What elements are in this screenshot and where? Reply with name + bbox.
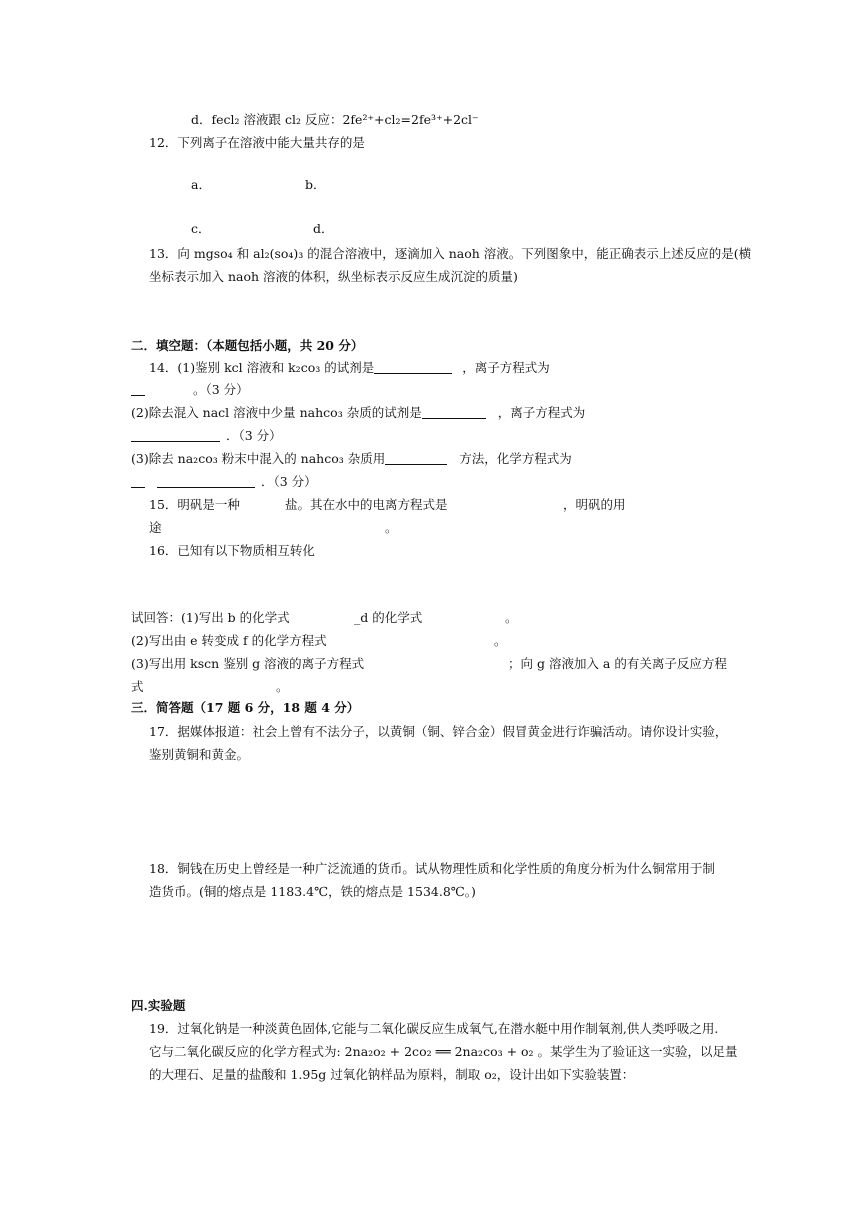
q16-question-1a: 试回答：(1)写出 b 的化学式 [131, 610, 290, 625]
q11-option-d: d．fecl₂ 溶液跟 cl₂ 反应：2fe²⁺+cl₂=2fe³⁺+2cl⁻ [191, 112, 479, 127]
q16-question-3b: ；向 g 溶液加入 a 的有关离子反应方程 [508, 656, 727, 671]
q14-part2-equation-label: ，离子方程式为 [497, 405, 586, 420]
q14-part2-label: (2)除去混入 nacl 溶液中少量 nahco₃ 杂质的试剂是 [131, 405, 422, 420]
q14-part3-continued [131, 474, 317, 490]
q15-text-d: 途 [149, 520, 162, 535]
q15-text-c: ，明矾的用 [563, 497, 626, 512]
q14-part2-continued [131, 428, 282, 444]
q15-text-b: 盐。其在水中的电离方程式是 [285, 497, 448, 512]
q14-part1-equation-label: ，离子方程式为 [462, 360, 550, 375]
q19-line-2: 它与二氧化碳反应的化学方程式为: 2na₂o₂ + 2co₂ ══ 2na₂co₃ + o₂ 。某学生为了验证这一实验，以足量 [149, 1044, 738, 1059]
q14-part3-label: (3)除去 na₂co₃ 粉末中混入的 nahco₃ 杂质用 [131, 451, 386, 466]
q16-question-2b: 。 [494, 633, 507, 648]
q16-stem: 16．已知有以下物质相互转化 [149, 543, 315, 558]
q18-line-1: 18．铜钱在历史上曾经是一种广泛流通的货币。试从物理性质和化学性质的角度分析为什么铜常用于制 [149, 861, 715, 876]
q16-question-4b: 。 [276, 679, 289, 694]
q15-text-e: 。 [385, 520, 398, 535]
q13-line-2: 坐标表示加入 naoh 溶液的体积，纵坐标表示反应生成沉淀的质量) [149, 269, 518, 284]
q14-part3-equation-label: 方法，化学方程式为 [459, 451, 572, 466]
q14-part2-score: ．（3 分） [225, 428, 282, 443]
q14-part1-continued [131, 382, 249, 398]
q16-question-4a: 式 [131, 679, 144, 694]
q19-line-1: 19．过氧化钠是一种淡黄色固体,它能与二氧化碳反应生成氧气,在潜水艇中用作制氧剂,供人类呼吸之用. [149, 1021, 719, 1036]
q12-option-d: d． [313, 221, 334, 236]
q14-part2-blank-reagent[interactable] [422, 406, 486, 419]
q17-line-1: 17．据媒体报道：社会上曾有不法分子，以黄铜（铜、锌合金）假冒黄金进行诈骗活动。请你设计实验， [149, 724, 728, 739]
q19-line-3: 的大理石、足量的盐酸和 1.95g 过氧化钠样品为原料，制取 o₂，设计出如下实验装置： [149, 1067, 635, 1082]
q14-part2-blank-equation[interactable] [131, 429, 220, 442]
q18-line-2: 造货币。(铜的熔点是 1183.4℃，铁的熔点是 1534.8℃。) [149, 884, 476, 899]
q13-line-1: 13．向 mgso₄ 和 al₂(so₄)₃ 的混合溶液中，逐滴加入 naoh 溶液。下列图象中，能正确表示上述反应的是(横 [149, 246, 752, 261]
q14-part1-label: 14．(1)鉴别 kcl 溶液和 k₂co₃ 的试剂是 [149, 360, 375, 375]
section-2-heading: 二．填空题：（本题包括小题，共 20 分） [131, 338, 364, 353]
q12-option-b: b． [305, 177, 326, 192]
section-3-heading: 三．简答题（17 题 6 分，18 题 4 分） [131, 700, 360, 715]
q14-part2-text [131, 405, 585, 421]
q15-text-a: 15．明矾是一种 [149, 497, 240, 512]
q14-part3-score: ．（3 分） [260, 474, 317, 489]
section-4-heading: 四.实验题 [131, 998, 186, 1013]
q14-part3-blank-method[interactable] [385, 452, 447, 465]
q16-question-2a: (2)写出由 e 转变成 f 的化学方程式 [131, 633, 327, 648]
q12-stem: 12．下列离子在溶液中能大量共存的是 [149, 135, 365, 150]
q14-part1-score: 。（3 分） [192, 382, 249, 397]
q16-question-1c: 。 [505, 610, 518, 625]
q14-part1-blank-reagent[interactable] [374, 361, 452, 374]
q14-part3-blank-equation[interactable] [157, 475, 255, 488]
q14-part3-blank-a[interactable] [131, 475, 145, 488]
q14-part1-text [149, 360, 550, 376]
q14-part3-text [131, 451, 572, 467]
q12-option-a: a． [191, 177, 211, 192]
q12-option-c: c． [191, 221, 211, 236]
q17-line-2: 鉴别黄铜和黄金。 [149, 747, 250, 762]
q16-question-3a: (3)写出用 kscn 鉴别 g 溶液的离子方程式 [131, 656, 365, 671]
q16-question-1b: _d 的化学式 [354, 610, 423, 625]
q14-part1-blank-equation[interactable] [131, 383, 145, 396]
